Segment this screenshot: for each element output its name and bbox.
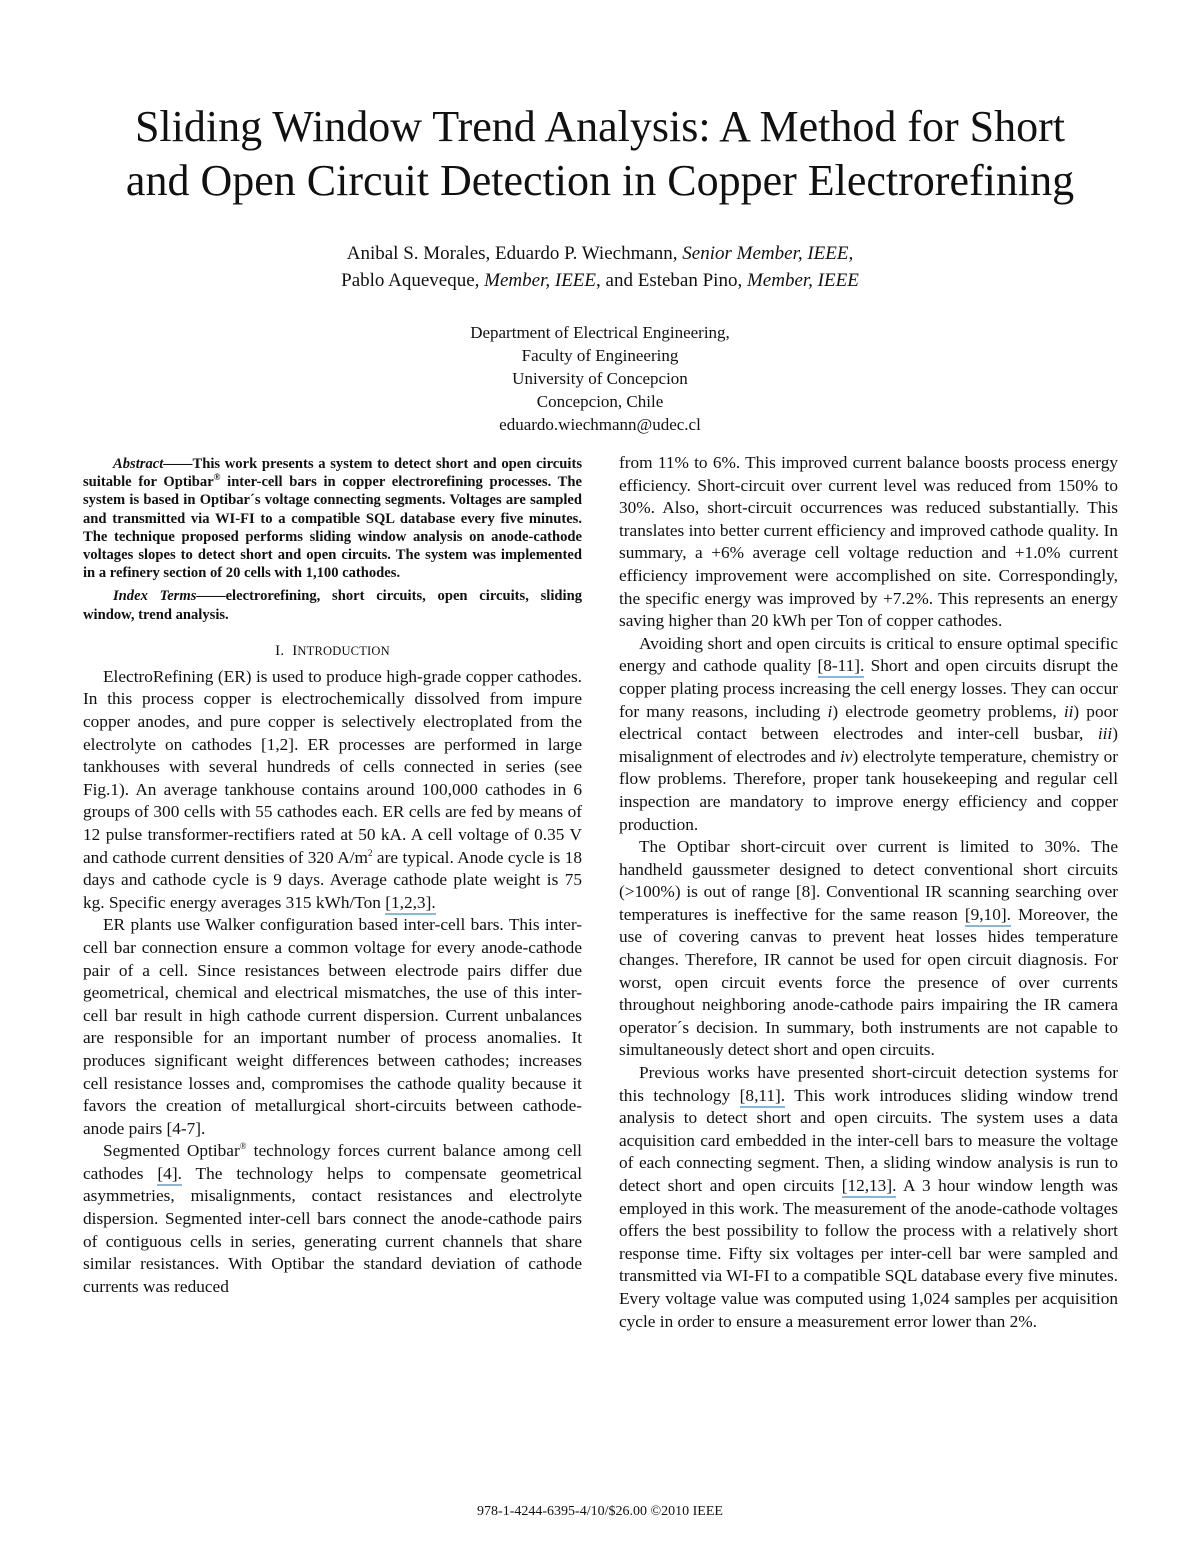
intro-paragraph-7: [619, 1062, 1118, 1333]
list-marker-iv: iv: [839, 746, 853, 766]
author-list: Anibal S. Morales, Eduardo P. Wiechmann, Senior Member, IEEE, Pablo Aqueveque, Member, IEEE, and Esteban Pino, Member, IEEE: [341, 243, 859, 291]
author-role-3: Member, IEEE: [746, 270, 859, 291]
registered-mark: ®: [213, 472, 221, 483]
intro-paragraph-5: [619, 633, 1118, 836]
citation-link[interactable]: [4].: [157, 1164, 181, 1186]
intro-paragraph-3: [83, 1140, 582, 1298]
section-heading-introduction: [83, 643, 582, 660]
intro-p6-text-a: The Optibar short-circuit over current is limited to 30%. The handheld gaussmeter designed to detect conventional short circuits (>100%) is out of range [8]. Conventional IR scanning searching over temperatures is ineffective for the same reason: [619, 837, 1118, 924]
index-terms-label: Index Terms: [113, 588, 197, 605]
intro-paragraph-2: ER plants use Walker configuration based inter-cell bars. This inter-cell bar connection ensure a common voltage for every anode-cathode pair of a cell. Since resistances between electrode pairs differ due geometrical, chemical and electrical mismatches, the use of this inter-cell bar result in high cathode current dispersion. Current unbalances are responsible for an important number of process anomalies. It produces significant weight differences between cathodes; increases cell resistance losses and, compromises the cathode quality because it favors the creation of metallurgical short-circuits between cathode-anode pairs [4-7].: [83, 915, 582, 1138]
intro-p6-text-b: Moreover, the use of covering canvas to prevent heat losses hides temperature changes. Therefore, IR cannot be used for open circuit diagnosis. For worst, open circuit events force the presence of over currents throughout neighboring anode-cathode pairs impairing the IR camera operator´s decision. In summary, both instruments are not capable to simultaneously detect short and open circuits.: [619, 904, 1118, 1060]
paper-title: [40, 100, 1160, 208]
intro-p7-text-b: This work introduces sliding window trend analysis to detect short and open circuits. The system uses a data acquisition card embedded in the inter-cell bars to measure the voltage of each connecting segment. Then, a sliding window analysis is run to detect short and open circuits: [619, 1085, 1118, 1195]
copyright-footer: 978-1-4244-6395-4/10/$26.00 ©2010 IEEE: [477, 1504, 723, 1519]
index-terms-text: electrorefining, short circuits, open circuits, sliding window, trend analysis.: [83, 588, 582, 623]
index-terms: [83, 587, 582, 623]
author-3-name: , and Esteban Pino,: [596, 270, 747, 291]
abstract-label: Abstract: [113, 456, 164, 472]
intro-p7-text-a: Previous works have presented short-circuit detection systems for this technology: [619, 1063, 1118, 1105]
intro-paragraph-4: from 11% to 6%. This improved current balance boosts process energy efficiency. Short-circuit over current level was reduced from 150% to 30%. Also, short-circuit occurrences was reduced substantially. This translates into better current efficiency and improved cathode quality. In summary, a +6% average cell voltage reduction and +1.0% current efficiency improvement were accomplished on site. Correspondingly, the specific energy was improved by +7.2%. This represents an energy saving higher than 20 kWh per Ton of copper cathodes.: [619, 453, 1118, 631]
list-marker-iii: iii: [1097, 724, 1113, 744]
superscript-2: 2: [367, 847, 373, 858]
intro-paragraph-1: [83, 666, 582, 915]
intro-p5-text-f: ) electrolyte temperature, chemistry or flow problems. Therefore, proper tank housekeeping and regular cell inspection are mandatory to improve energy efficiency and copper production.: [619, 746, 1119, 834]
list-marker-ii: ii: [1063, 701, 1074, 721]
left-column: [83, 455, 582, 1298]
affiliation-department: Department of Electrical Engineering,: [470, 323, 730, 342]
authors-line-1-names: Anibal S. Morales, Eduardo P. Wiechmann,: [346, 243, 683, 264]
author-2-name: Pablo Aqueveque,: [341, 270, 485, 291]
abstract-dash: ——: [163, 456, 193, 472]
citation-link[interactable]: [8-11].: [818, 656, 865, 678]
right-column: [619, 452, 1118, 1333]
affiliation-faculty: Faculty of Engineering: [521, 346, 679, 365]
intro-p5-text-a: Avoiding short and open circuits is critical to ensure optimal specific energy and cathode quality: [619, 633, 1118, 676]
abstract-text-1: This work presents a system to detect short and open circuits suitable for Optibar: [83, 456, 582, 491]
intro-p5-text-d: ) poor electrical contact between electrodes and inter-cell busbar,: [619, 701, 1118, 744]
intro-p3-text-a: Segmented Optibar: [103, 1141, 240, 1161]
index-terms-dash: ——: [196, 588, 226, 605]
section-title-initial: I: [292, 642, 298, 659]
citation-link[interactable]: [8,11].: [740, 1086, 785, 1108]
registered-mark: ®: [239, 1141, 247, 1152]
intro-p5-text-e: ) misalignment of electrodes and: [619, 724, 1118, 766]
intro-p1-text-b: are typical. Anode cycle is 18 days and cathode cycle is 9 days. Average cathode plate weight is 75 kg. Specific energy averages 315 kWh/Ton: [83, 847, 582, 912]
author-role-2: Member, IEEE: [484, 270, 597, 291]
intro-paragraph-6: [619, 836, 1118, 1062]
author-role-1: Senior Member, IEEE: [682, 243, 849, 264]
intro-p1-text-a: ElectroRefining (ER) is used to produce high-grade copper cathodes. In this process copper is electrochemically dissolved from impure copper anodes, and pure copper is selectively electroplated from the electrolyte on cathodes [1,2]. ER processes are performed in large tankhouses with several hundreds of cells connected in series (see Fig.1). An average tankhouse contains around 100,000 cathodes in 6 groups of 300 cells with 55 cathodes each. ER cells are fed by means of 12 pulse transformer-rectifiers rated at 50 kA. A cell voltage of 0.35 V and cathode current densities of 320 A/m: [83, 666, 582, 867]
citation-link[interactable]: [9,10].: [965, 905, 1011, 927]
citation-link[interactable]: [1,2,3].: [385, 893, 435, 915]
section-title-rest: NTRODUCTION: [297, 643, 390, 658]
intro-p5-text-c: ) electrode geometry problems,: [832, 701, 1064, 721]
title-line-1: Sliding Window Trend Analysis: A Method for Short: [134, 102, 1066, 151]
abstract-text-2: inter-cell bars in copper electrorefining processes. The system is based in Optibar´s voltage connecting segments. Voltages are sampled and transmitted via WI-FI to a compatible SQL database every five minutes. The technique proposed performs sliding window analysis on anode-cathode voltages slopes to detect short and open circuits. The system was implemented in a refinery section of 20 cells with 1,100 cathodes.: [83, 474, 582, 582]
list-marker-i: i: [827, 701, 833, 721]
intro-p5-text-b: Short and open circuits disrupt the copper plating process increasing the cell energy losses. They can occur for many reasons, including: [619, 656, 1118, 721]
affiliation-email[interactable]: eduardo.wiechmann@udec.cl: [499, 415, 701, 434]
intro-p7-text-c: A 3 hour window length was employed in this work. The measurement of the anode-cathode voltages offers the best possibility to follow the process with a relatively short response time. Fifty six voltages per inter-cell bar were sampled and transmitted via WI-FI to a compatible SQL database every five minutes. Every voltage value was computed using 1,024 samples per acquisition cycle in order to ensure a measurement error lower than 2%.: [619, 1176, 1118, 1331]
section-number: I.: [275, 642, 285, 659]
title-line-2: and Open Circuit Detection in Copper Electrorefining: [125, 156, 1075, 205]
affiliation-location: Concepcion, Chile: [536, 392, 664, 411]
intro-p3-text-b: technology forces current balance among cell cathodes: [83, 1141, 582, 1183]
citation-link[interactable]: [12,13].: [842, 1176, 897, 1198]
affiliation-university: University of Concepcion: [512, 369, 688, 388]
abstract: [83, 455, 582, 582]
intro-p3-text-c: The technology helps to compensate geometrical asymmetries, misalignments, contact resistances and electrolyte dispersion. Segmented inter-cell bars connect the anode-cathode pairs of contiguous cells in series, generating current channels that share similar resistances. With Optibar the standard deviation of cathode currents was reduced: [83, 1163, 583, 1296]
affiliation: [300, 321, 900, 436]
